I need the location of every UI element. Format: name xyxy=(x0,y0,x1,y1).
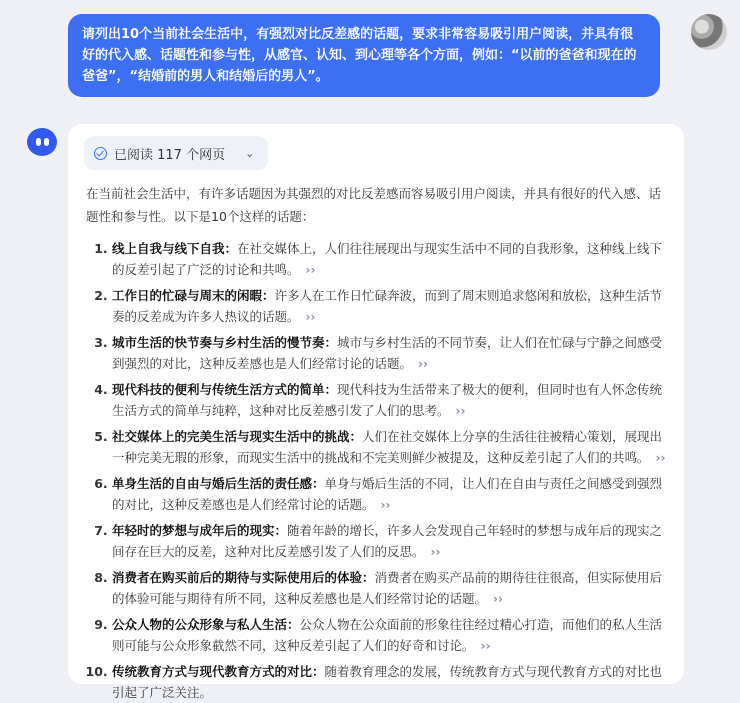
user-message-bubble xyxy=(68,14,660,97)
citation-quote-icon[interactable]: ›› xyxy=(418,357,428,371)
list-item xyxy=(112,285,670,328)
citation-quote-icon[interactable]: ›› xyxy=(380,498,391,512)
assistant-message-card xyxy=(68,124,684,700)
list-item xyxy=(112,238,670,281)
list-item xyxy=(112,661,670,703)
list-item xyxy=(112,473,670,516)
list-item xyxy=(112,379,670,422)
topic-title: 单身生活的自由与婚后生活的责任感： xyxy=(112,476,325,491)
citation-quote-icon[interactable]: ›› xyxy=(305,263,316,277)
list-item xyxy=(112,520,670,563)
check-circle-icon xyxy=(94,147,107,160)
topic-desc: 随着年龄的增长，许多人会发现自己年轻时的梦想与成年后的现实之间存在巨大的反差，这种对比反差感引发了人们的反思。 xyxy=(112,523,663,559)
read-pages-toggle[interactable] xyxy=(84,136,268,170)
topic-title: 现代科技的便利与传统生活方式的简单： xyxy=(112,382,338,397)
topic-desc: 现代科技为生活带来了极大的便利，但同时也有人怀念传统生活方式的简单与纯粹，这种对比反差感引发了人们的思考。 xyxy=(112,382,663,418)
topic-title: 年轻时的梦想与成年后的现实： xyxy=(112,523,288,538)
list-item xyxy=(112,332,670,375)
avatar-eye-right xyxy=(44,138,49,146)
topic-desc: 城市与乡村生活的不同节奏，让人们在忙碌与宁静之间感受到强烈的对比，这种反差感也是人们经常讨论的话题。 xyxy=(112,335,663,371)
topic-title: 工作日的忙碌与周末的闲暇： xyxy=(112,288,275,303)
citation-quote-icon[interactable]: ›› xyxy=(305,310,316,324)
topic-title: 城市生活的快节奏与乡村生活的慢节奏： xyxy=(112,335,338,350)
user-message-text: 请列出10个当前社会生活中，有强烈对比反差感的话题，要求非常容易吸引用户阅读，并具有很好的代入感、话题性和参与性，从感官、认知、到心理等各个方面，例如：“以前的爸爸和现在的爸爸”，“结婚前的男人和结婚后的男人”。 xyxy=(82,27,637,84)
topic-desc: 消费者在购买产品前的期待往往很高，但实际使用后的体验可能与期待有所不同，这种反差感也是人们经常讨论的话题。 xyxy=(112,570,663,606)
topic-desc: 人们在社交媒体上分享的生活往往被精心策划，展现出一种完美无瑕的形象，而现实生活中的挑战和不完美则鲜少被提及，这种反差引起了人们的共鸣。 xyxy=(112,429,663,465)
topic-desc: 随着教育理念的发展，传统教育方式与现代教育方式的对比也引起了广泛关注。 xyxy=(112,664,663,700)
citation-quote-icon[interactable]: ›› xyxy=(480,639,491,653)
assistant-avatar-icon xyxy=(27,128,57,156)
avatar-eye-left xyxy=(36,138,41,146)
citation-quote-icon[interactable]: ›› xyxy=(493,592,503,606)
topic-desc: 在社交媒体上，人们往往展现出与现实生活中不同的自我形象，这种线上线下的反差引起了广泛的讨论和共鸣。 xyxy=(112,241,663,277)
topic-title: 消费者在购买前后的期待与实际使用后的体验： xyxy=(112,570,375,585)
topic-title: 线上自我与线下自我： xyxy=(112,241,238,256)
topic-desc: 许多人在工作日忙碌奔波，而到了周末则追求悠闲和放松，这种生活节奏的反差成为许多人热议的话题。 xyxy=(112,288,663,324)
list-item xyxy=(112,426,670,469)
topic-desc: 公众人物在公众面前的形象往往经过精心打造，而他们的私人生活则可能与公众形象截然不同，这种反差引起了人们的好奇和讨论。 xyxy=(112,617,663,653)
chevron-down-icon: ⌄ xyxy=(245,146,255,160)
citation-quote-icon[interactable]: ›› xyxy=(430,545,441,559)
read-pages-label: 已阅读 117 个网页 xyxy=(114,147,226,163)
citation-quote-icon[interactable]: ›› xyxy=(655,451,666,465)
citation-quote-icon[interactable]: ›› xyxy=(455,404,466,418)
assistant-intro-text: 在当前社会生活中，有许多话题因为其强烈的对比反差感而容易吸引用户阅读，并具有很好的代入感、话题性和参与性。以下是10个这样的话题： xyxy=(86,186,662,224)
user-avatar[interactable] xyxy=(691,14,727,50)
topic-title: 社交媒体上的完美生活与现实生活中的挑战： xyxy=(112,429,363,444)
topic-desc: 单身与婚后生活的不同，让人们在自由与责任之间感受到强烈的对比，这种反差感也是人们经常讨论的话题。 xyxy=(112,476,663,512)
list-item xyxy=(112,614,670,657)
list-item xyxy=(112,567,670,610)
topic-title: 公众人物的公众形象与私人生活： xyxy=(112,617,300,632)
topic-list xyxy=(86,238,670,703)
topic-title: 传统教育方式与现代教育方式的对比： xyxy=(112,664,325,679)
